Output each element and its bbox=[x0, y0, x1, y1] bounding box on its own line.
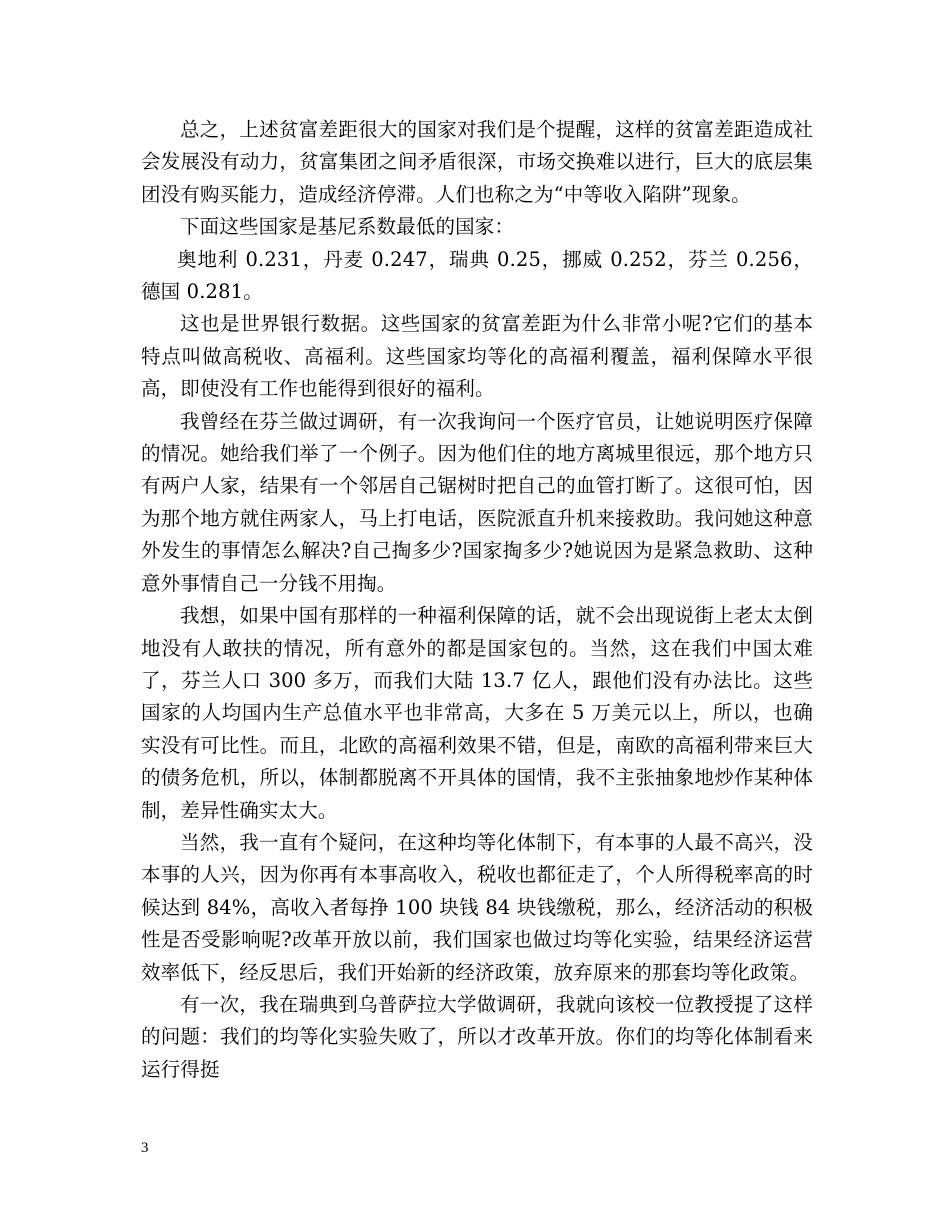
paragraph-sweden-research: 有一次，我在瑞典到乌普萨拉大学做调研，我就向该校一位教授提了这样的问题：我们的均等化实验失败了，所以才改革开放。你们的均等化体制看来运行得挺 bbox=[141, 992, 813, 1081]
paragraph-summary: 总之，上述贫富差距很大的国家对我们是个提醒，这样的贫富差距造成社会发展没有动力，贫富集团之间矛盾很深，市场交换难以进行，巨大的底层集团没有购买能力，造成经济停滞。人们也称之为“中等收入陷阱”现象。 bbox=[141, 118, 813, 206]
paragraph-lowest-gini-intro: 下面这些国家是基尼系数最低的国家： bbox=[180, 215, 515, 239]
paragraph-finland-research: 我曾经在芬兰做过调研，有一次我询问一个医疗官员，让她说明医疗保障的情况。她给我们举了一个例子。因为他们住的地方离城里很远，那个地方只有两户人家，结果有一个邻居自己锯树时把自己的血管打断了。这很可怕，因为那个地方就住两家人，马上打电话，医院派直升机来接救助。我问她这种意外发生的事情怎么解决?自己掏多少?国家掏多少?她说因为是紧急救助、这种意外事情自己一分钱不用掏。 bbox=[141, 409, 813, 595]
paragraph-world-bank-data: 这也是世界银行数据。这些国家的贫富差距为什么非常小呢?它们的基本特点叫做高税收、高福利。这些国家均等化的高福利覆盖，福利保障水平很高，即使没有工作也能得到很好的福利。 bbox=[141, 312, 813, 401]
page-number: 3 bbox=[141, 1140, 149, 1156]
paragraph-gini-values: 奥地利 0.231，丹麦 0.247，瑞典 0.25，挪威 0.252，芬兰 0.256，德国 0.281。 bbox=[141, 247, 813, 304]
paragraph-china-comparison: 我想，如果中国有那样的一种福利保障的话，就不会出现说街上老太太倒地没有人敢扶的情况，所有意外的都是国家包的。当然，这在我们中国太难了，芬兰人口 300 多万，而我们大陆 13.7 亿人，跟他们没有办法比。这些国家的人均国内生产总值水平也非常高，大多在 5 万美元以上，所以，也确实没有可比性。而且，北欧的高福利效果不错，但是，南欧的高福利带来巨大的债务危机，所以，体制都脱离不开具体的国情，我不主张抽象地炒作某种体制，差异性确实太大。 bbox=[141, 604, 813, 822]
document-body bbox=[141, 114, 813, 1086]
paragraph-equalization-doubt: 当然，我一直有个疑问，在这种均等化体制下，有本事的人最不高兴，没本事的人兴，因为你再有本事高收入，税收也都征走了，个人所得税率高的时候达到 84%，高收入者每挣 100 块钱 84 块钱缴税，那么，经济活动的积极性是否受影响呢?改革开放以前，我们国家也做过均等化实验，结果经济运营效率低下，经反思后，我们开始新的经济政策，放弃原来的那套均等化政策。 bbox=[141, 830, 813, 984]
